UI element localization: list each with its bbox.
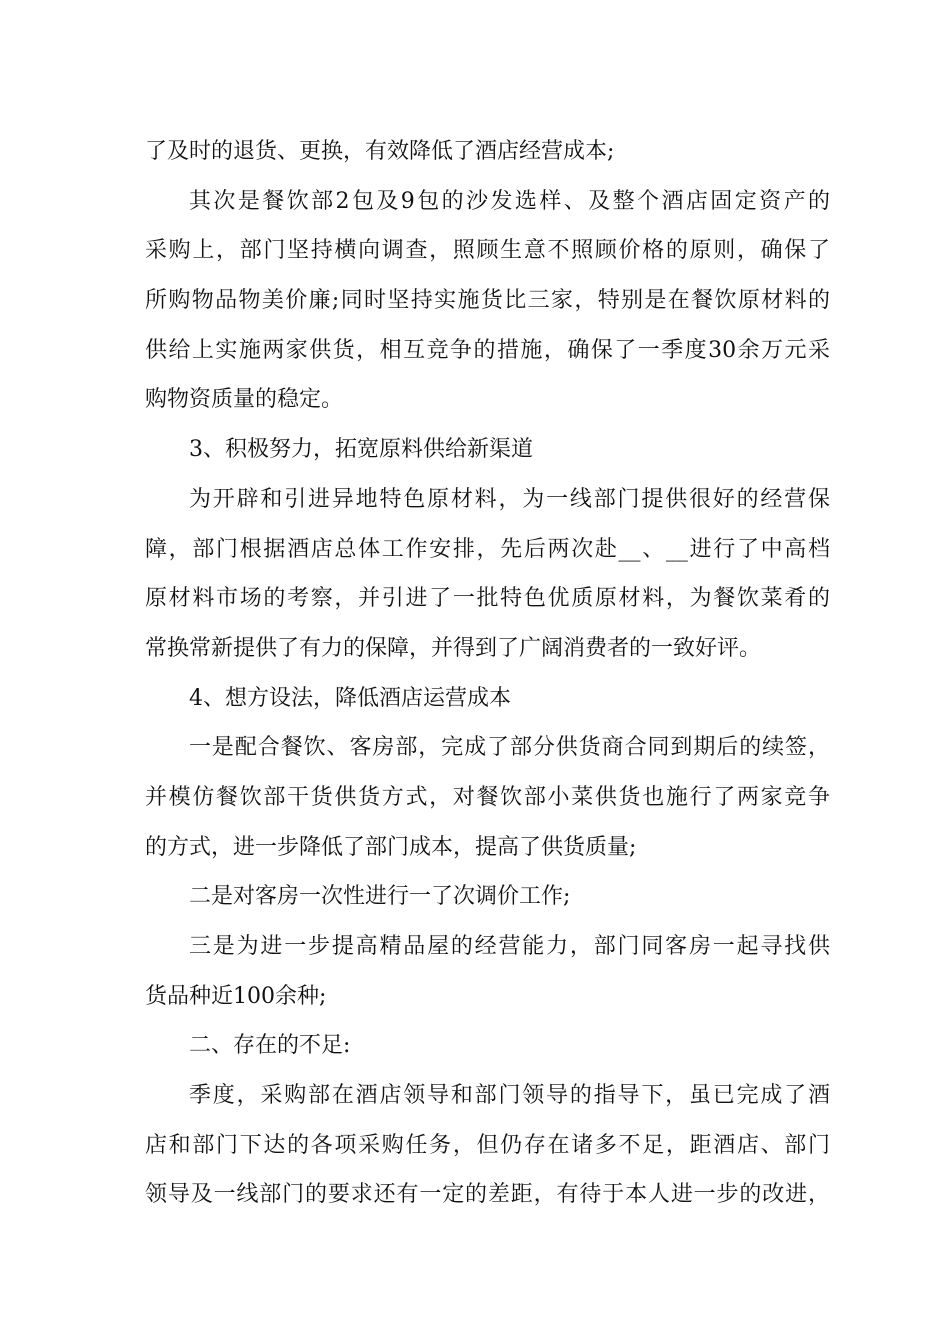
text-line: 并模仿餐饮部干货供货方式，对餐饮部小菜供货也施行了两家竞争 — [145, 784, 830, 810]
text-line: 三是为进一步提高精品屋的经营能力，部门同客房一起寻找供 — [189, 934, 830, 959]
text-line: 货品种近100余种; — [145, 983, 327, 1009]
document-body-text — [145, 127, 830, 1220]
text-line: 的方式，进一步降低了部门成本，提高了供货质量; — [145, 834, 637, 860]
text-line: 供给上实施两家供货，相互竞争的措施，确保了一季度30余万元采 — [145, 337, 830, 363]
text-line: 4、想方设法，降低酒店运营成本 — [189, 685, 511, 711]
text-line: 购物资质量的稳定。 — [145, 387, 344, 413]
text-line: 其次是餐饮部2包及9包的沙发选样、及整个酒店固定资产的 — [189, 188, 830, 214]
text-line: 障，部门根据酒店总体工作安排，先后两次赴__、__进行了中高档 — [145, 536, 830, 562]
text-line: 一是配合餐饮、客房部，完成了部分供货商合同到期后的续签， — [189, 735, 830, 761]
text-line: 所购物品物美价廉;同时坚持实施货比三家，特别是在餐饮原材料的 — [145, 288, 830, 314]
text-line: 原材料市场的考察，并引进了一批特色优质原材料，为餐饮菜肴的 — [145, 586, 830, 612]
text-line: 为开辟和引进异地特色原材料，为一线部门提供很好的经营保 — [189, 486, 830, 512]
text-line: 常换常新提供了有力的保障，并得到了广阔消费者的一致好评。 — [145, 635, 762, 661]
text-line: 二是对客房一次性进行一了次调价工作; — [189, 884, 571, 910]
text-line: 季度，采购部在酒店领导和部门领导的指导下，虽已完成了酒 — [189, 1083, 830, 1109]
text-line: 店和部门下达的各项采购任务，但仍存在诸多不足，距酒店、部门 — [145, 1132, 830, 1158]
text-line: 领导及一线部门的要求还有一定的差距，有待于本人进一步的改进， — [145, 1182, 830, 1208]
text-line: 采购上，部门坚持横向调查，照顾生意不照顾价格的原则，确保了 — [145, 238, 830, 264]
text-line: 3、积极努力，拓宽原料供给新渠道 — [189, 437, 533, 463]
text-line: 二、存在的不足: — [189, 1033, 351, 1059]
text-line: 了及时的退货、更换，有效降低了酒店经营成本; — [145, 139, 615, 164]
